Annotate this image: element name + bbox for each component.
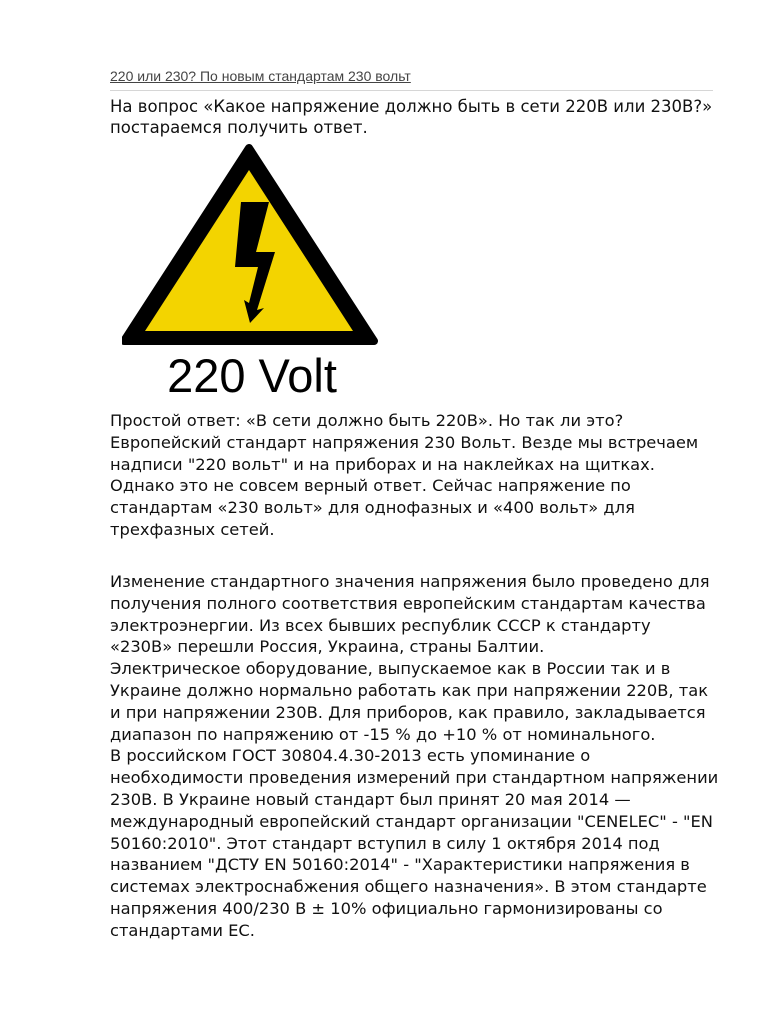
text-line: В российском ГОСТ 30804.4.30-2013 есть упоминание о <box>110 746 591 766</box>
intro-text <box>110 96 730 138</box>
text-line: Украине должно нормально работать как при напряжении 220В, так <box>110 680 709 700</box>
text-line: диапазон по напряжению от -15 % до +10 % от номинального. <box>110 724 656 744</box>
text-line: необходимости проведения измерений при стандартном напряжении <box>110 768 719 788</box>
high-voltage-sign <box>122 140 382 405</box>
text-line: Простой ответ: «В сети должно быть 220В». Но так ли это? <box>110 411 624 430</box>
text-line: напряжения 400/230 В ± 10% официально гармонизированы со <box>110 898 663 918</box>
text-line: трехфазных сетей. <box>110 519 275 539</box>
text-line: Однако это не совсем верный ответ. Сейчас напряжение по <box>110 476 631 496</box>
text-line: стандартам «230 вольт» для однофазных и «400 вольт» для <box>110 498 635 518</box>
text-line: Электрическое оборудование, выпускаемое как в России так и в <box>110 659 671 679</box>
text-line: Европейский стандарт напряжения 230 Вольт. Везде мы встречаем <box>110 432 699 452</box>
article-title-link[interactable]: 220 или 230? По новым стандартам 230 вольт <box>110 68 411 84</box>
high-voltage-warning-icon <box>122 140 382 405</box>
sign-label: 220 Volt <box>167 349 337 402</box>
text-line: «230В» перешли Россия, Украина, страны Балтии. <box>110 637 545 657</box>
text-line: 50160:2010". Этот стандарт вступил в силу 1 октября 2014 под <box>110 833 660 853</box>
text-line: стандартами ЕС. <box>110 920 255 940</box>
text-line: получения полного соответствия европейским стандартам качества <box>110 593 706 613</box>
paragraph-simple-answer <box>110 410 730 541</box>
text-line: названием "ДСТУ EN 50160:2014" - "Характеристики напряжения в <box>110 855 690 875</box>
intro-line: постараемся получить ответ. <box>110 118 368 137</box>
text-line: системах электроснабжения общего назначения». В этом стандарте <box>110 877 707 897</box>
intro-line: На вопрос «Какое напряжение должно быть в сети 220В или 230В?» <box>110 97 713 116</box>
paragraph-standard-change <box>110 571 730 942</box>
text-line: электроэнергии. Из всех бывших республик СССР к стандарту <box>110 615 651 635</box>
text-line: международный европейский стандарт организации "CENELEC" - "EN <box>110 811 713 831</box>
text-line: 230В. В Украине новый стандарт был принят 20 мая 2014 — <box>110 789 631 809</box>
text-line: Изменение стандартного значения напряжения было проведено для <box>110 572 710 591</box>
header-divider <box>110 90 713 91</box>
text-line: надписи "220 вольт" и на приборах и на наклейках на щитках. <box>110 454 655 474</box>
text-line: и при напряжении 230В. Для приборов, как правило, закладывается <box>110 702 706 722</box>
